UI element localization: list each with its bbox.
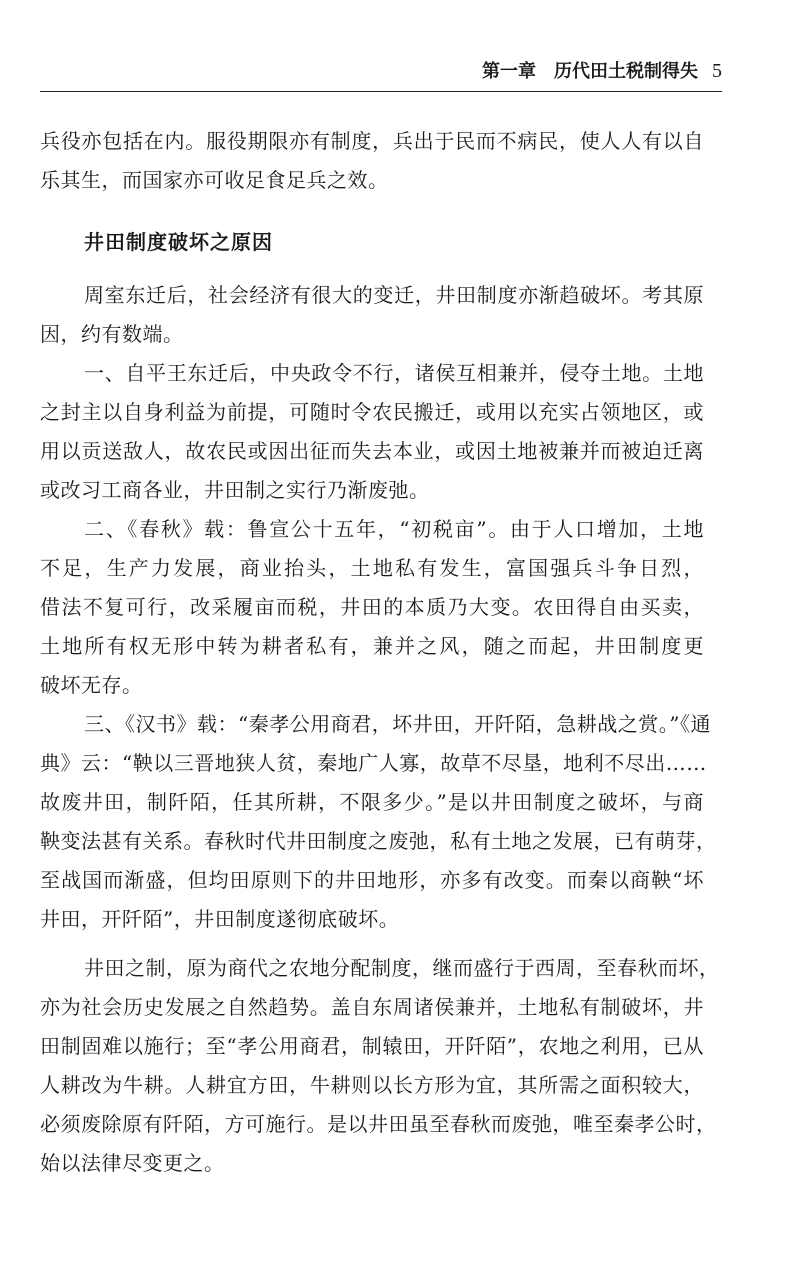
text-line: 用以贡送敌人，故农民或因出征而失去本业，或因土地被兼并而被迫迁离: [40, 439, 704, 463]
body-text: [40, 122, 720, 1183]
text-line: 乐其生，而国家亦可收足食足兵之效。: [40, 168, 389, 192]
text-line: 故废井田，制阡陌，任其所耕，不限多少。”是以井田制度之破坏，与商: [40, 790, 704, 814]
text-line: 田制固难以施行；至“孝公用商君，制辕田，开阡陌”，农地之利用，已从: [40, 1034, 704, 1058]
text-line: 兵役亦包括在内。服役期限亦有制度，兵出于民而不病民，使人人有以自: [40, 129, 704, 153]
text-line: 借法不复可行，改采履亩而税，井田的本质乃大变。农田得自由买卖，: [40, 595, 704, 619]
text-line: 三、《汉书》载：“秦孝公用商君，坏井田，开阡陌，急耕战之赏。”《通: [84, 712, 711, 736]
chapter-title: 历代田土税制得失: [554, 61, 698, 82]
section-heading: 井田制度破坏之原因: [84, 230, 273, 254]
running-header: [40, 56, 722, 86]
text-line: 一、自平王东迁后，中央政令不行，诸侯互相兼并，侵夺土地。土地: [84, 361, 704, 385]
text-line: 不足，生产力发展，商业抬头，土地私有发生，富国强兵斗争日烈，: [40, 556, 704, 580]
page-number: 5: [712, 60, 722, 82]
header-rule: [40, 91, 722, 92]
text-line: 井田，开阡陌”，井田制度遂彻底破坏。: [40, 907, 400, 931]
text-line: 之封主以自身利益为前提，可随时令农民搬迁，或用以充实占领地区，或: [40, 400, 704, 424]
paragraph: [40, 354, 704, 510]
text-line: 二、《春秋》载：鲁宣公十五年，“初税亩”。由于人口增加，土地: [84, 517, 704, 541]
paragraph: [40, 949, 720, 1183]
text-line: 或改习工商各业，井田制之实行乃渐废弛。: [40, 478, 430, 502]
chapter-label: 第一章: [482, 61, 536, 82]
text-line: 土地所有权无形中转为耕者私有，兼并之风，随之而起，井田制度更: [40, 634, 704, 658]
text-line: 鞅变法甚有关系。春秋时代井田制度之废弛，私有土地之发展，已有萌芽，: [40, 829, 717, 853]
text-line: 至战国而渐盛，但均田原则下的井田地形，亦多有改变。而秦以商鞅“坏: [40, 868, 704, 892]
text-line: 亦为社会历史发展之自然趋势。盖自东周诸侯兼并，土地私有制破坏，井: [40, 995, 704, 1019]
paragraph: [40, 510, 704, 705]
text-line: 始以法律尽变更之。: [40, 1151, 225, 1175]
paragraph: [40, 276, 704, 354]
text-line: 必须废除原有阡陌，方可施行。是以井田虽至春秋而废弛，唯至秦孝公时，: [40, 1112, 717, 1136]
text-line: 周室东迁后，社会经济有很大的变迁，井田制度亦渐趋破坏。考其原: [84, 283, 704, 307]
text-line: 典》云：“鞅以三晋地狭人贫，秦地广人寡，故草不尽垦，地利不尽出……: [40, 751, 707, 775]
text-line: 因，约有数端。: [40, 322, 184, 346]
paragraph-gap: [40, 939, 704, 949]
paragraph: [40, 122, 704, 200]
paragraph: [40, 705, 717, 939]
text-line: 人耕改为牛耕。人耕宜方田，牛耕则以长方形为宜，其所需之面积较大，: [40, 1073, 704, 1097]
text-line: 井田之制，原为商代之农地分配制度，继而盛行于西周，至春秋而坏，: [84, 956, 720, 980]
text-line: 破坏无存。: [40, 673, 143, 697]
